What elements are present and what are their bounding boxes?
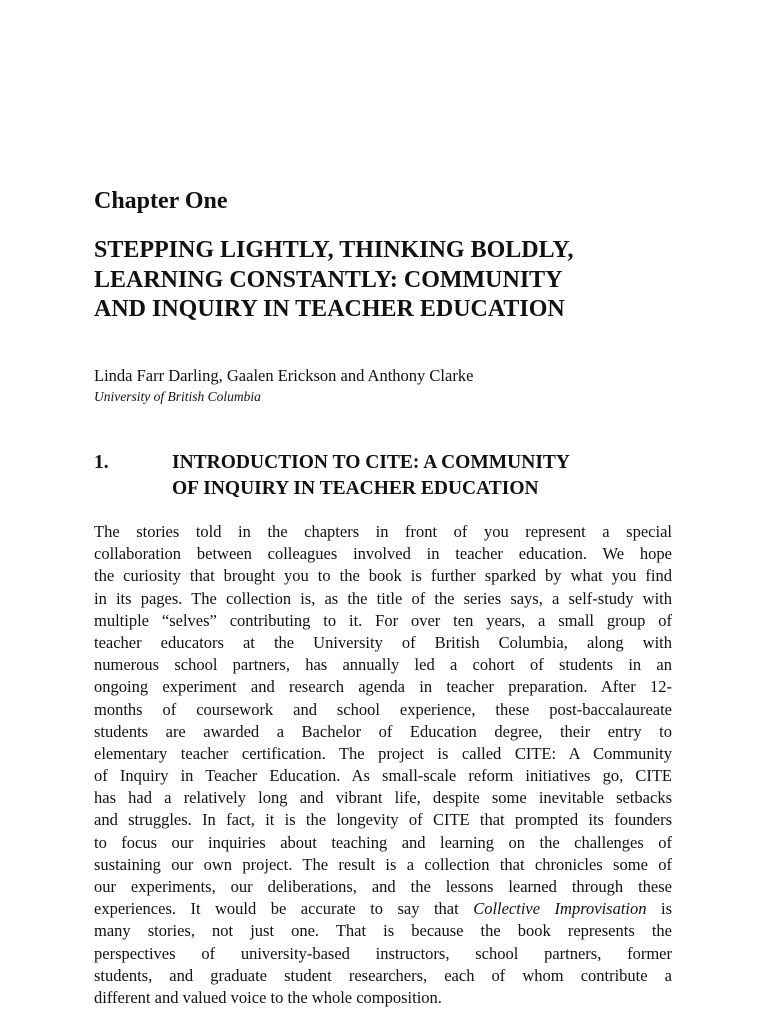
body-line: ongoing experiment and research agenda in teacher preparation. After 12-	[94, 677, 672, 697]
body-line: sustaining our own project. The result is a collection that chronicles some of	[94, 854, 672, 874]
author-affiliation: University of British Columbia	[94, 389, 261, 404]
chapter-title-line: STEPPING LIGHTLY, THINKING BOLDLY,	[94, 237, 574, 263]
body-line: students, and graduate student researchers, each of whom contribute a	[94, 965, 672, 985]
body-line: our experiments, our deliberations, and the lessons learned through these	[94, 877, 672, 896]
body-paragraph	[94, 521, 672, 1009]
section-number: 1.	[94, 452, 109, 473]
document-page	[94, 0, 672, 1024]
section-title-line: OF INQUIRY IN TEACHER EDUCATION	[172, 478, 539, 499]
body-line: many stories, not just one. That is because the book represents the	[94, 921, 672, 941]
body-line: The stories told in the chapters in front of you represent a special	[94, 522, 672, 541]
body-line: of Inquiry in Teacher Education. As small-scale reform initiatives go, CITE	[94, 766, 672, 786]
body-line: elementary teacher certification. The project is called CITE: A Community	[94, 743, 672, 763]
chapter-title-line: AND INQUIRY IN TEACHER EDUCATION	[94, 296, 565, 322]
body-line: different and valued voice to the whole composition.	[94, 987, 442, 1007]
body-line: perspectives of university-based instructors, school partners, former	[94, 943, 672, 963]
body-line: multiple “selves” contributing to it. For over ten years, a small group of	[94, 610, 672, 630]
section-title	[172, 450, 672, 502]
section-title-line: INTRODUCTION TO CITE: A COMMUNITY	[172, 452, 570, 473]
chapter-title	[94, 236, 672, 325]
body-line: has had a relatively long and vibrant life, despite some inevitable setbacks	[94, 788, 672, 808]
body-line-with-italic	[94, 898, 672, 920]
author-list: Linda Farr Darling, Gaalen Erickson and Anthony Clarke	[94, 366, 474, 385]
chapter-label: Chapter One	[94, 188, 228, 214]
body-line: in its pages. The collection is, as the title of the series says, a self-study with	[94, 588, 672, 608]
body-line: and struggles. In fact, it is the longevity of CITE that prompted its founders	[94, 810, 672, 830]
body-text-run: is	[646, 899, 672, 919]
body-text-run: experiences. It would be accurate to say that	[94, 899, 474, 919]
body-line: collaboration between colleagues involved in teacher education. We hope	[94, 544, 672, 564]
body-line: students are awarded a Bachelor of Education degree, their entry to	[94, 721, 672, 741]
book-title-italic: Collective Improvisation	[473, 899, 647, 919]
chapter-title-line: LEARNING CONSTANTLY: COMMUNITY	[94, 266, 563, 293]
body-line: numerous school partners, has annually led a cohort of students in an	[94, 655, 672, 675]
body-line: the curiosity that brought you to the book is further sparked by what you find	[94, 566, 672, 586]
body-line: to focus our inquiries about teaching and learning on the challenges of	[94, 832, 672, 852]
body-line: months of coursework and school experience, these post-baccalaureate	[94, 699, 672, 719]
body-line: teacher educators at the University of British Columbia, along with	[94, 632, 672, 652]
